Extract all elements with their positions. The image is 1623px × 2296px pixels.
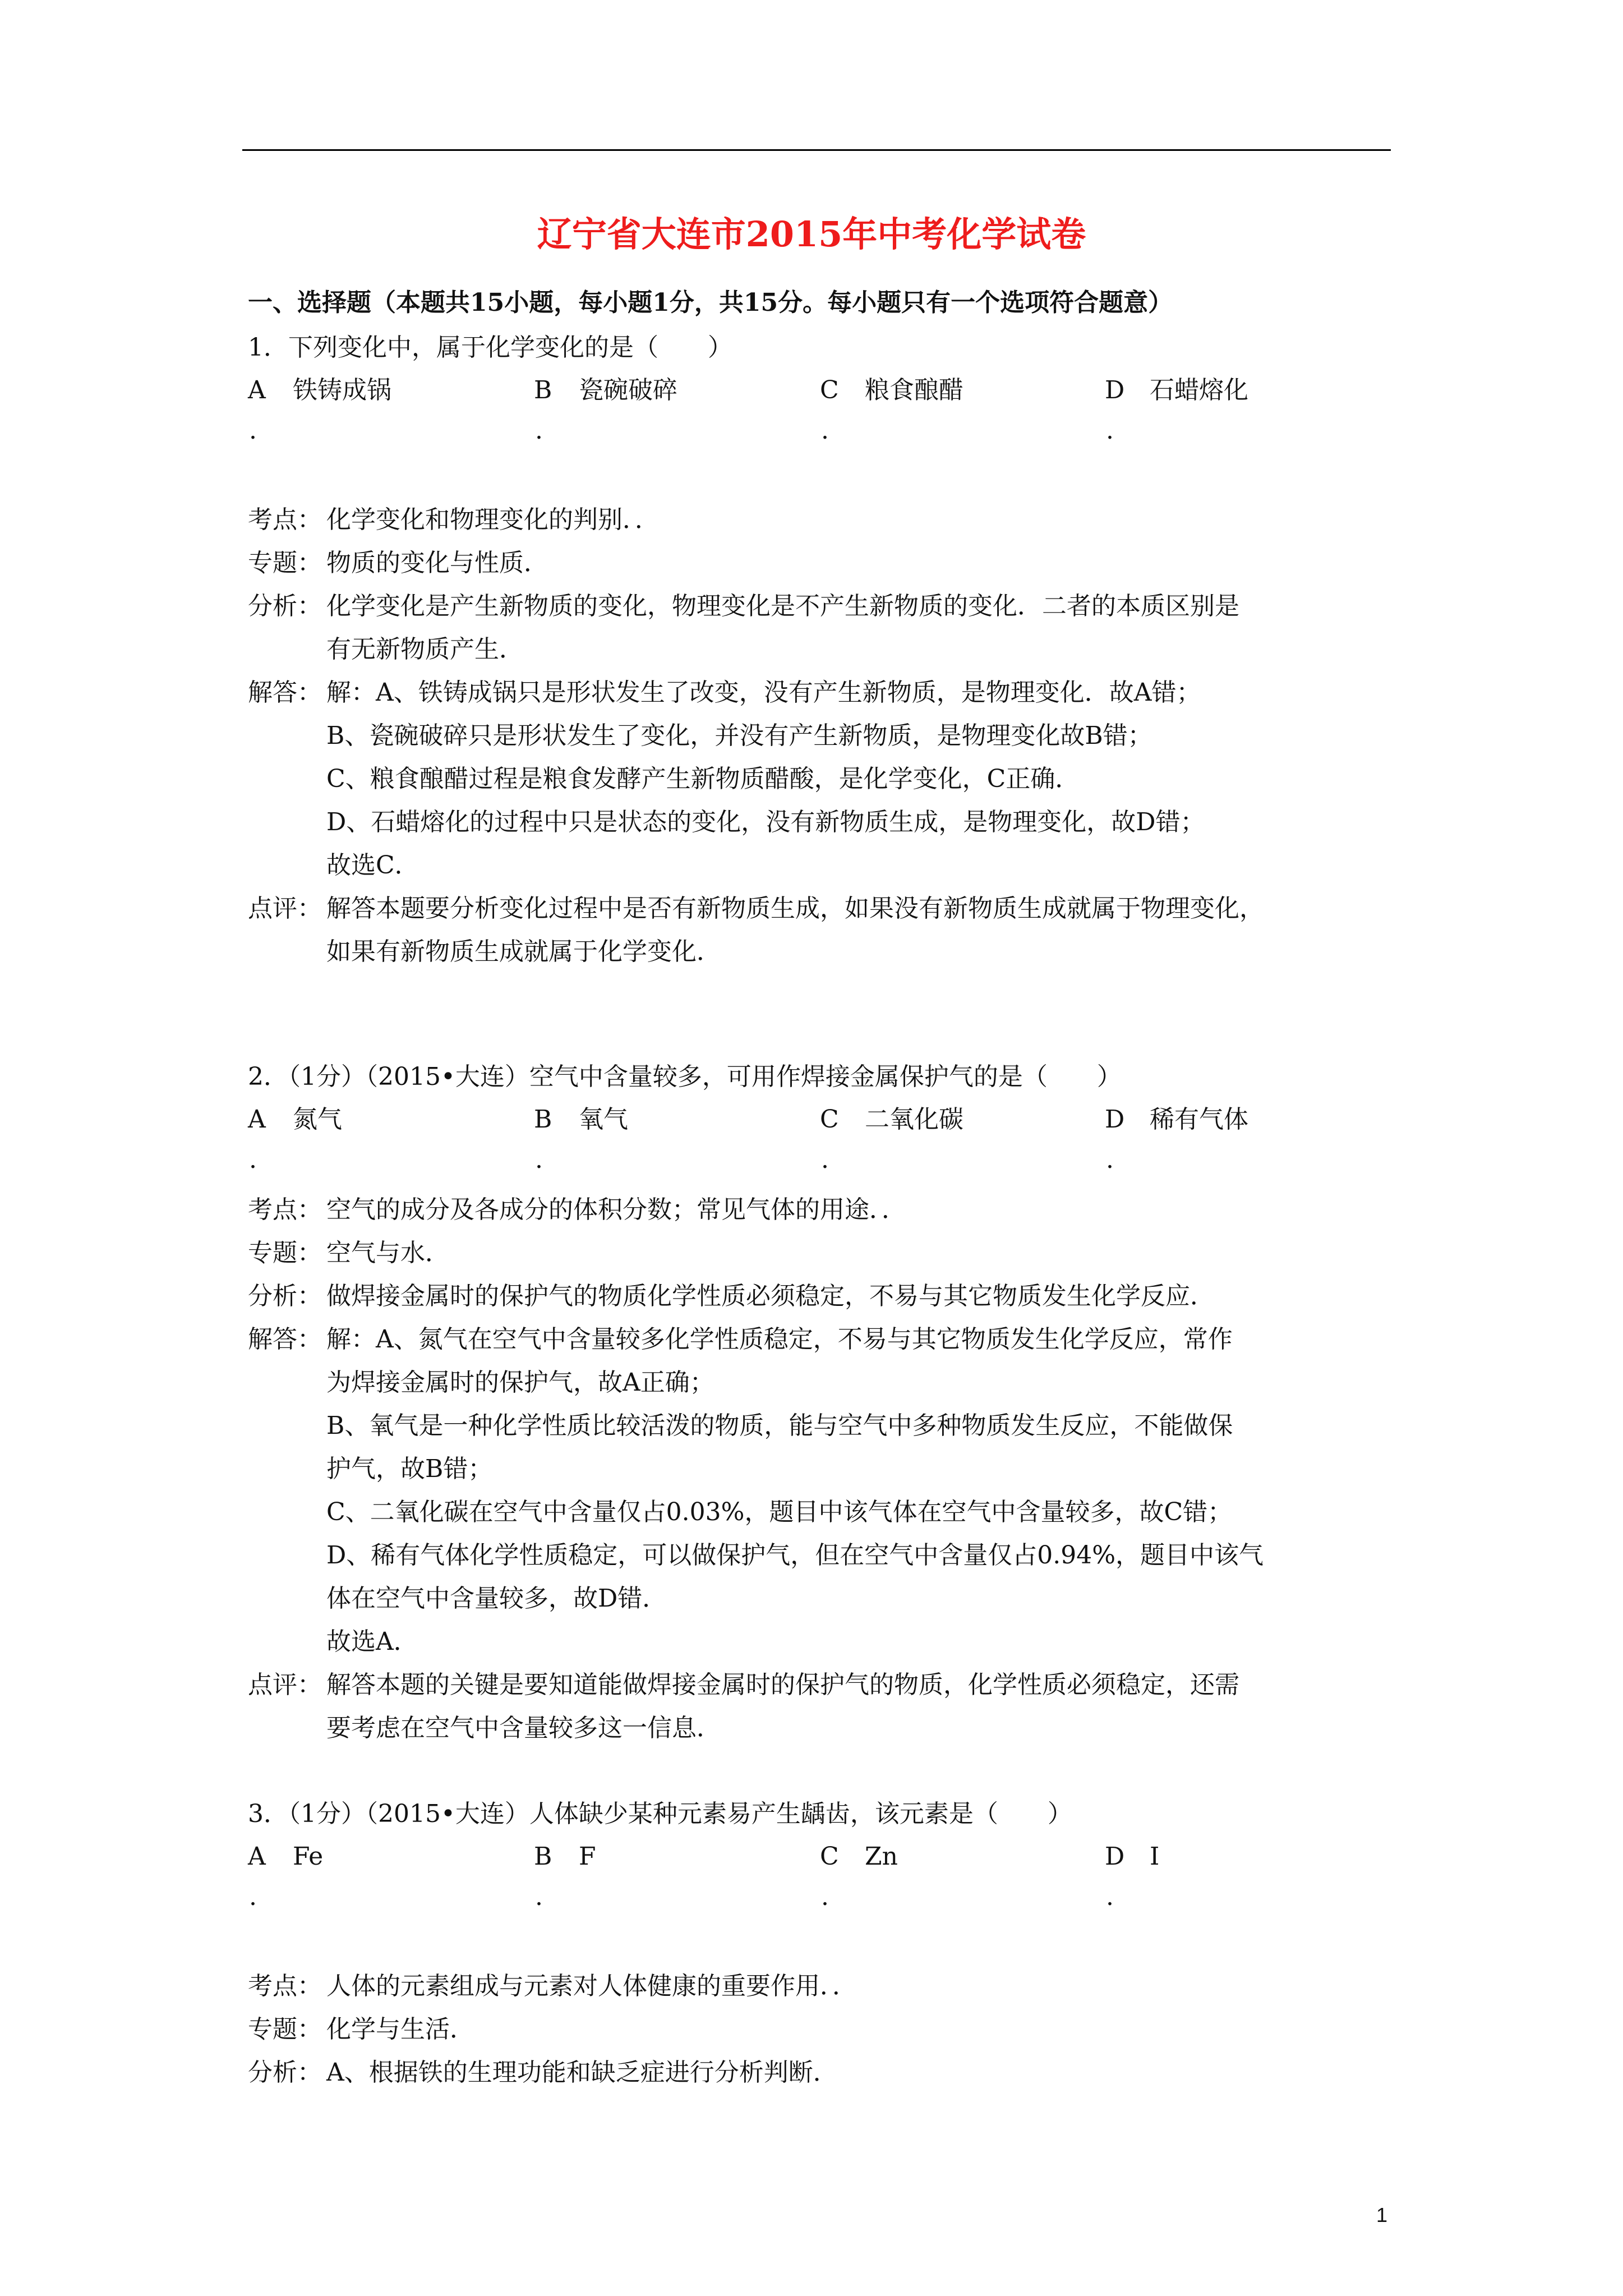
analysis-kaodian: 考点： 空气的成分及各成分的体积分数；常见气体的用途．．	[248, 1195, 906, 1224]
question-1-stem: 1．下列变化中，属于化学变化的是（ ）	[248, 333, 732, 362]
section-heading: 一、选择题（本题共15小题，每小题1分，共15分。每小题只有一个选项符合题意）	[248, 288, 1173, 317]
option-b: B 瓷碗破碎 .	[534, 376, 677, 445]
option-a: A Fe .	[248, 1842, 324, 1911]
analysis-jieda: 解答： 解：A、氮气在空气中含量较多化学性质稳定，不易与其它物质发生化学反应，常作 为焊接金属时的保护气，故A正确； B、氧气是一种化学性质比较活泼的物质，能与空气中多种物质发生反应，不能做保 护气，故B错； C、二氧化碳在空气中含量仅占0.03%，题目中该气体在空气中含量较多，故C错； D、稀有气体化学性质稳定，可以做保护气，但在空气中含量仅占0.94%，题目中该气 体在空气中含量较多，故D错． 故选A．	[248, 1325, 1264, 1656]
analysis-dianping: 点评： 解答本题要分析变化过程中是否有新物质生成，如果没有新物质生成就属于物理变化， 如果有新物质生成就属于化学变化．	[248, 894, 1264, 966]
question-1-options	[248, 372, 1392, 457]
question-2-options	[248, 1102, 1392, 1186]
analysis-zhuanti: 专题： 空气与水．	[248, 1239, 450, 1267]
option-d: D 石蜡熔化 .	[1105, 376, 1248, 445]
analysis-kaodian: 考点： 人体的元素组成与元素对人体健康的重要作用．．	[248, 1972, 857, 2000]
analysis-dianping: 点评： 解答本题的关键是要知道能做焊接金属时的保护气的物质，化学性质必须稳定，还需 要考虑在空气中含量较多这一信息．	[248, 1671, 1239, 1742]
option-a: A 氮气 .	[248, 1105, 342, 1174]
question-1-analysis	[248, 498, 1396, 973]
analysis-zhuanti: 专题： 物质的变化与性质．	[248, 549, 548, 577]
option-b: B F .	[534, 1842, 596, 1911]
analysis-fenxi: 分析： A、根据铁的生理功能和缺乏症进行分析判断．	[248, 2058, 838, 2087]
analysis-kaodian: 考点： 化学变化和物理变化的判别．．	[248, 505, 660, 534]
option-d: D 稀有气体 .	[1105, 1105, 1248, 1174]
analysis-fenxi: 分析： 化学变化是产生新物质的变化，物理变化是不产生新物质的变化．二者的本质区别是 有无新物质产生．	[248, 592, 1239, 664]
header-rule	[242, 149, 1391, 151]
analysis-jieda: 解答： 解：A、铁铸成锅只是形状发生了改变，没有产生新物质，是物理变化．故A错； B、瓷碗破碎只是形状发生了变化，并没有产生新物质，是物理变化故B错； C、粮食酿醋过程是粮食发酵产生新物质醋酸，是化学变化，C正确． D、石蜡熔化的过程中只是状态的变化，没有新物质生成，是物理变化，故D错； 故选C．	[248, 678, 1205, 880]
question-3-analysis	[248, 1964, 1396, 2094]
option-c: C 粮食酿醋 .	[820, 376, 963, 445]
question-3-options	[248, 1839, 1392, 1923]
page-number: 1	[1376, 2203, 1388, 2226]
question-2-stem: 2．（1分）（2015•大连）空气中含量较多，可用作焊接金属保护气的是（ ）	[248, 1062, 1122, 1091]
option-b: B 氧气 .	[534, 1105, 628, 1174]
option-a: A 铁铸成锅 .	[248, 376, 391, 445]
question-2-analysis	[248, 1188, 1396, 1750]
question-3-stem: 3．（1分）（2015•大连）人体缺少某种元素易产生龋齿，该元素是（ ）	[248, 1800, 1072, 1828]
option-c: C 二氧化碳 .	[820, 1105, 963, 1174]
page-title: 辽宁省大连市2015年中考化学试卷	[537, 214, 1086, 255]
analysis-fenxi: 分析： 做焊接金属时的保护气的物质化学性质必须稳定，不易与其它物质发生化学反应．	[248, 1282, 1215, 1310]
option-d: D I .	[1105, 1842, 1160, 1911]
option-c: C Zn .	[820, 1842, 898, 1911]
analysis-zhuanti: 专题： 化学与生活．	[248, 2015, 474, 2044]
